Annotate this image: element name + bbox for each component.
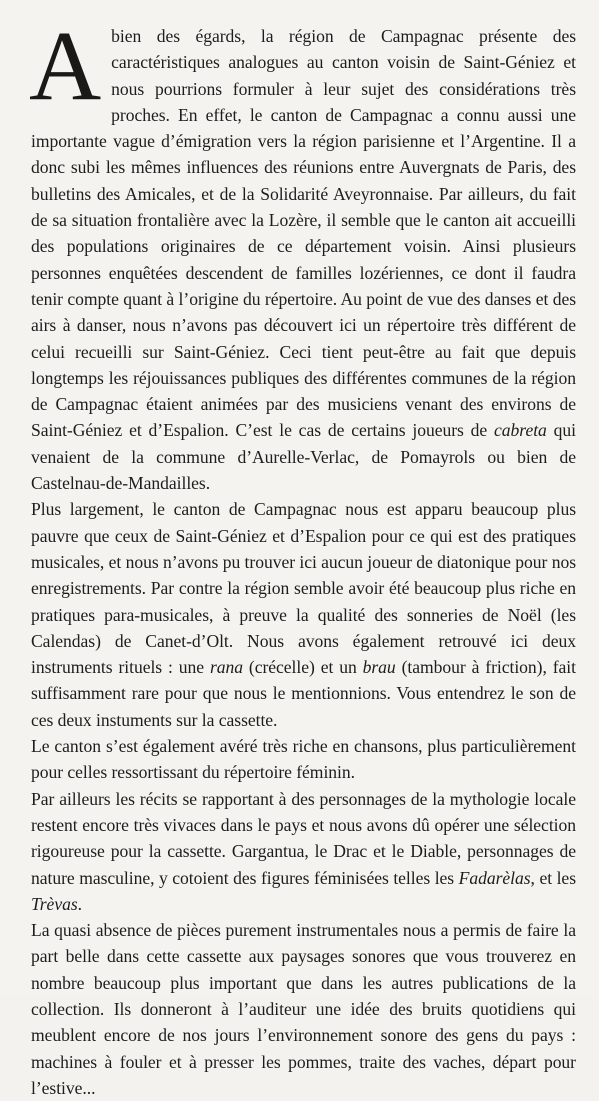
text-run-italic: cabreta bbox=[494, 420, 547, 441]
text-run: Par ailleurs les récits se rapportant à des personnages de la mythologie locale restent encore très vivaces dans le pays et nous avons dû opérer une sélection rigoureuse pour la cassette. Gargantua, le Drac et le Diable, personnages de nature masculine, y cotoient des figures féminisées telles les bbox=[31, 788, 576, 888]
drop-cap: A bbox=[29, 10, 102, 121]
text-run-italic: rana bbox=[209, 657, 243, 678]
text-run: . bbox=[77, 893, 82, 914]
text-run-italic: brau bbox=[362, 657, 396, 678]
text-run: , et les bbox=[530, 867, 576, 888]
text-run: Plus largement, le canton de Campagnac nous est apparu beaucoup plus pauvre que ceux de Saint-Géniez et d’Espalion pour ce qui est des pratiques musicales, et nous n’avons pu trouver ici aucun joueur de diatonique pour nos enregistrements. Par contre la région semble avoir été beaucoup plus riche en pratiques para-musicales, à preuve la qualité des sonneries de Noël (les Calendas) de Canet-d’Olt. Nous avons également retrouvé ici deux instruments rituels : une bbox=[31, 499, 576, 678]
paragraph-1 bbox=[29, 10, 576, 496]
text-run: (tambour à friction), fait suffisamment rare pour que nous le mentionnions. Vous entendrez le son de ces deux instuments sur la cassette. bbox=[31, 657, 576, 730]
text-run-italic: Fadarèlas bbox=[458, 867, 531, 888]
body-text bbox=[29, 10, 576, 1101]
text-run: qui venaient de la commune d’Aurelle-Verlac, de Pomayrols ou bien de Castelnau-de-Mandailles. bbox=[31, 420, 576, 494]
text-run-italic: Trèvas bbox=[31, 893, 78, 914]
paragraph-3 bbox=[31, 733, 576, 786]
text-run: (crécelle) et un bbox=[242, 657, 363, 678]
text-run: La quasi absence de pièces purement instrumentales nous a permis de faire la part belle dans cette cassette aux paysages sonores que vous trouverez en nombre beaucoup plus important que dans les autres publications de la collection. Ils donneront à l’auditeur une idée des bruits quotidiens qui meublent encore de nos jours l’environnement sonore des gens du pays : machines à fouler et à presser les pommes, traite des vaches, départ pour l’estive... bbox=[31, 920, 576, 1098]
paragraph-2 bbox=[31, 496, 576, 733]
text-run: Le canton s’est également avéré très riche en chansons, plus particulièrement pour celles ressortissant du répertoire féminin. bbox=[31, 736, 576, 783]
paragraph-5 bbox=[31, 917, 576, 1101]
paragraph-4 bbox=[31, 786, 576, 917]
text-run: bien des égards, la région de Campagnac présente des caractéristiques analogues au canton voisin de Saint-Géniez et nous pourrions formuler à leur sujet des considérations très proches. En effet, le canton de Campagnac a connu aussi une importante vague d’émigration vers la région parisienne et l’Argentine. Il a donc subi les mêmes influences des réunions entre Auvergnats de Paris, des bulletins des Amicales, et de la Solidarité Aveyronnaise. Par ailleurs, du fait de sa situation frontalière avec la Lozère, il semble que le canton ait accueilli des populations originaires de ce département voisin. Ainsi plusieurs personnes enquêtées descendent de familles lozériennes, ce dont il faudra tenir compte quant à l’origine du répertoire. Au point de vue des danses et des airs à danser, nous n’avons pas découvert ici un répertoire très différent de celui recueilli sur Saint-Géniez. Ceci tient peut-être au fait que depuis longtemps les réjouissances publiques des différentes communes de la région de Campagnac étaient animées par des musiciens venant des environs de Saint-Géniez et d’Espalion. C’est le cas de certains joueurs de bbox=[31, 26, 576, 441]
